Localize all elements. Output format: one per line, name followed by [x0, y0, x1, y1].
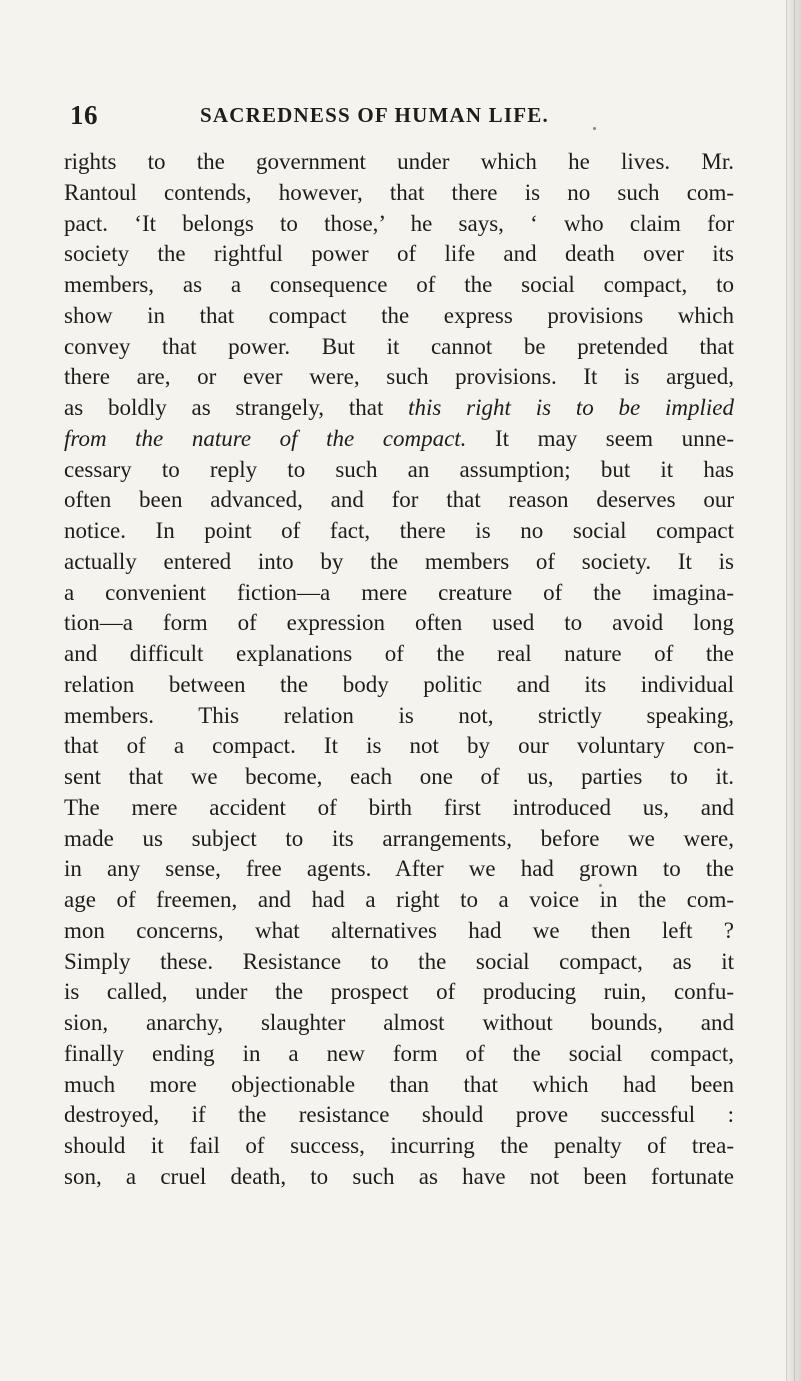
text-line: members. This relation is not, strictly speaking,: [64, 702, 734, 728]
print-speck: [599, 884, 602, 887]
text-line: show in that compact the express provisions which: [64, 302, 734, 328]
print-speck: [593, 127, 596, 130]
text-line: is called, under the prospect of producing ruin, confu-: [64, 979, 734, 1005]
text-line: sent that we become, each one of us, parties to it.: [64, 764, 734, 789]
text-line: society the rightful power of life and death over its: [64, 241, 734, 267]
text-line: pact. ‘It belongs to those,’ he says, ‘ who claim for: [64, 210, 734, 236]
text-segment: as boldly as strangely, that: [64, 395, 384, 420]
text-line: destroyed, if the resistance should prove successful :: [64, 1102, 734, 1128]
text-line: often been advanced, and for that reason deserves our: [64, 487, 734, 513]
text-line: cessary to reply to such an assumption; but it has: [64, 456, 734, 482]
text-segment: It may seem unne-: [495, 425, 734, 451]
text-line: son, a cruel death, to such as have not been fortunate: [64, 1163, 734, 1189]
text-line: notice. In point of fact, there is no social compact: [64, 518, 734, 543]
text-line-mixed: [64, 393, 734, 424]
page-number: 16: [70, 100, 98, 130]
text-line: there are, or ever were, such provisions. It is argued,: [64, 364, 734, 390]
text-line: that of a compact. It is not by our voluntary con-: [64, 733, 734, 759]
text-line: The mere accident of birth first introduced us, and: [64, 794, 734, 820]
body-text: [64, 147, 734, 1193]
page-edge-line: [794, 0, 795, 1381]
text-line: rights to the government under which he lives. Mr.: [64, 149, 734, 174]
text-line: in any sense, free agents. After we had grown to the: [64, 856, 734, 882]
text-line: convey that power. But it cannot be pretended that: [64, 333, 734, 359]
text-line: should it fail of success, incurring the penalty of trea-: [64, 1133, 734, 1158]
running-head: SACREDNESS OF HUMAN LIFE.: [200, 103, 549, 127]
text-line: much more objectionable than that which had been: [64, 1071, 734, 1097]
text-line: Rantoul contends, however, that there is no such com-: [64, 179, 734, 205]
text-line-mixed: [64, 424, 734, 455]
text-line: members, as a consequence of the social compact, to: [64, 272, 734, 297]
italic-phrase: from the nature of the compact.: [64, 425, 467, 451]
text-line: and difficult explanations of the real nature of the: [64, 641, 734, 666]
text-line: tion—a form of expression often used to avoid long: [64, 610, 734, 636]
text-line: relation between the body politic and its individual: [64, 671, 734, 697]
text-line: Simply these. Resistance to the social compact, as it: [64, 948, 734, 974]
text-line: actually entered into by the members of society. It is: [64, 548, 734, 574]
text-line: mon concerns, what alternatives had we then left ?: [64, 917, 734, 943]
text-line: a convenient fiction—a mere creature of the imagina-: [64, 579, 734, 605]
text-line: age of freemen, and had a right to a voice in the com-: [64, 887, 734, 912]
text-line: sion, anarchy, slaughter almost without bounds, and: [64, 1010, 734, 1035]
text-line: finally ending in a new form of the social compact,: [64, 1040, 734, 1066]
text-line: made us subject to its arrangements, before we were,: [64, 825, 734, 851]
italic-phrase: this right is to be implied: [408, 395, 735, 420]
page-header: [70, 100, 720, 140]
